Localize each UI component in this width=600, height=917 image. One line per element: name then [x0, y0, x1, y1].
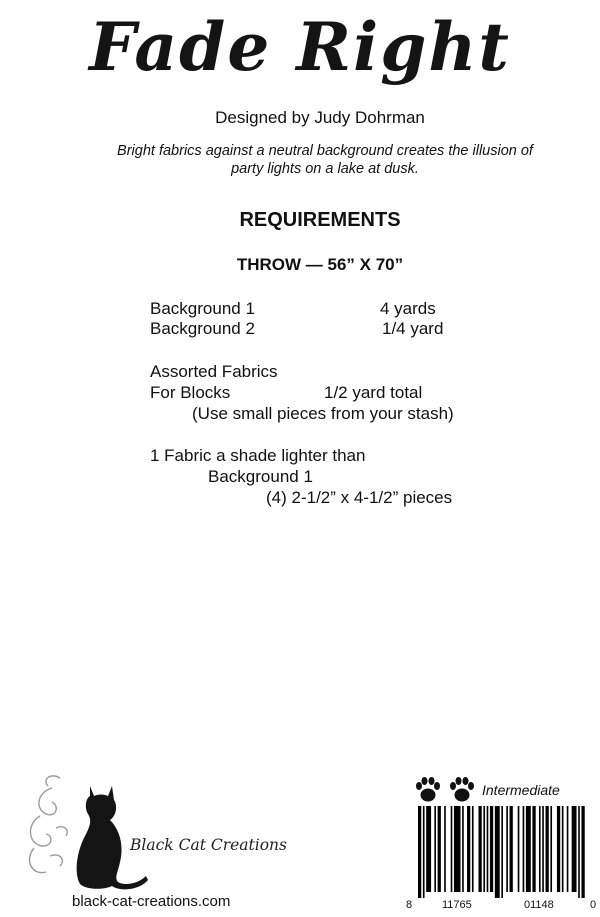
barcode-bar	[526, 806, 531, 892]
upc-barcode	[406, 806, 596, 912]
barcode-digit-group: 11765	[442, 899, 472, 911]
barcode-bar	[495, 806, 500, 898]
stash-note: (Use small pieces from your stash)	[192, 404, 454, 423]
barcode-bar	[423, 806, 425, 898]
barcode-bars	[418, 806, 588, 898]
barcode-bar	[438, 806, 441, 892]
barcode-bar	[418, 806, 421, 898]
barcode-bar	[562, 806, 564, 892]
requirement-amount: 4 yards	[380, 299, 436, 318]
barcode-bar	[434, 806, 436, 892]
barcode-bar	[578, 806, 580, 898]
barcode-digit: 0	[590, 899, 597, 911]
tagline	[60, 142, 590, 178]
barcode-bar	[523, 806, 525, 892]
requirement-name: Background 1	[150, 299, 255, 318]
barcode-bar	[550, 806, 552, 892]
barcode-digit: 8	[406, 899, 413, 911]
barcode-bar	[518, 806, 520, 892]
black-cat-logo	[20, 768, 160, 893]
assorted-fabrics-label: Assorted Fabrics	[150, 362, 278, 381]
barcode-bar	[546, 806, 549, 892]
paw-icon	[449, 776, 475, 804]
barcode-bar	[572, 806, 577, 892]
for-blocks-amount: 1/2 yard total	[324, 383, 423, 402]
lighter-fabric-label: 1 Fabric a shade lighter than	[150, 446, 366, 465]
barcode-bar	[581, 806, 584, 898]
barcode-bar	[467, 806, 470, 892]
barcode-bar	[483, 806, 485, 892]
requirement-amount: 1/4 yard	[382, 319, 444, 338]
filigree-swirl	[30, 776, 68, 873]
barcode-bar	[557, 806, 560, 892]
tagline-line-1: Bright fabrics against a neutral background creates the illusion of	[117, 143, 533, 159]
skill-paws	[415, 776, 475, 806]
barcode-bar	[532, 806, 535, 892]
brand-name: Black Cat Creations	[130, 836, 287, 854]
barcode-bar	[542, 806, 544, 892]
barcode-bar	[490, 806, 493, 892]
barcode-bar	[472, 806, 474, 892]
barcode-bar	[444, 806, 446, 892]
barcode-digit-group: 01148	[524, 899, 554, 911]
barcode-bar	[487, 806, 489, 892]
barcode-bar	[506, 806, 508, 892]
pattern-title: Fade Right	[89, 8, 511, 86]
barcode-bar	[478, 806, 481, 892]
barcode-bar	[454, 806, 461, 892]
barcode-bar	[501, 806, 503, 898]
paw-icon	[415, 776, 441, 804]
lighter-fabric-background: Background 1	[208, 467, 313, 486]
barcode-bar	[510, 806, 513, 892]
barcode-bar	[426, 806, 431, 892]
barcode-bar	[539, 806, 541, 892]
website-link[interactable]: black-cat-creations.com	[72, 893, 231, 910]
designer-credit: Designed by Judy Dohrman	[215, 108, 425, 127]
barcode-bar	[451, 806, 453, 892]
tagline-line-2: party lights on a lake at dusk.	[231, 161, 419, 177]
barcode-bar	[567, 806, 569, 892]
requirement-name: Background 2	[150, 319, 255, 338]
for-blocks-label: For Blocks	[150, 383, 231, 402]
requirements-heading: REQUIREMENTS	[239, 209, 401, 231]
skill-level: Intermediate	[482, 782, 560, 798]
lighter-fabric-pieces: (4) 2-1/2” x 4-1/2” pieces	[266, 488, 453, 507]
barcode-bar	[462, 806, 464, 892]
throw-size: THROW — 56” X 70”	[236, 255, 404, 274]
